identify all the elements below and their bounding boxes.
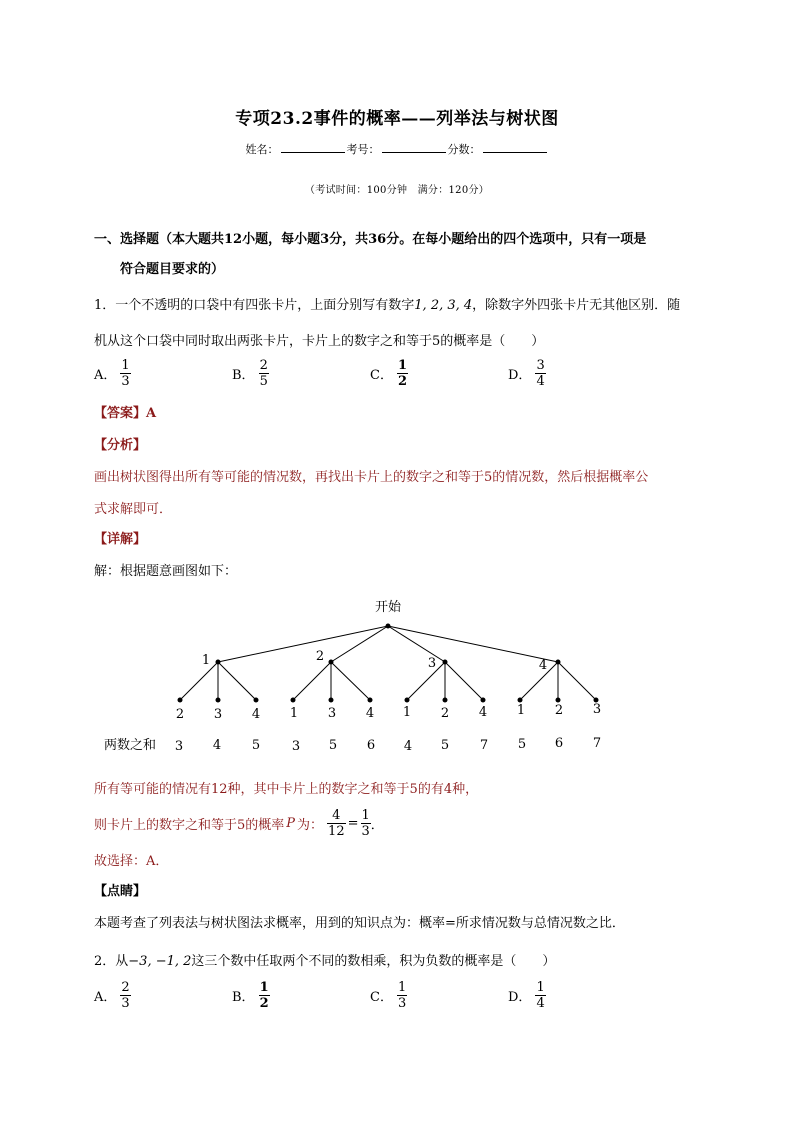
tree-leaf-label: 3	[327, 706, 337, 721]
fraction-denominator: 3	[121, 374, 130, 389]
option-fraction	[535, 980, 545, 1011]
option-fraction	[397, 980, 407, 1011]
option-fraction	[259, 358, 269, 389]
q1-number-list: 1, 2, 3, 4	[414, 298, 473, 313]
sum-value: 5	[251, 738, 261, 753]
probability-text: 则卡片上的数字之和等于5的概率	[94, 818, 285, 833]
sum-value: 6	[366, 738, 376, 753]
q2-option-c[interactable]	[370, 980, 407, 1011]
q2-stem-part-a: 2．从	[94, 954, 129, 969]
tree-level1-label: 3	[427, 656, 437, 671]
q1-option-b[interactable]	[232, 358, 269, 389]
comment-text: 本题考查了列表法与树状图法求概率，用到的知识点为：概率=所求情况数与总情况数之比．	[94, 916, 625, 931]
score-label: 分数：	[447, 143, 481, 156]
solution-intro: 解：根据题意画图如下：	[94, 564, 238, 579]
sum-value: 3	[174, 739, 184, 754]
tree-level1-label: 1	[201, 653, 211, 668]
fraction-numerator: 3	[536, 358, 545, 373]
fraction-numerator: 1	[397, 980, 407, 995]
fraction-denominator: 5	[259, 374, 268, 389]
q2-number-list: −3, −1, 2	[128, 954, 192, 969]
tree-leaf-label: 1	[516, 703, 526, 718]
analysis-line2: 式求解即可．	[94, 502, 173, 517]
tree-leaf-label: 4	[478, 705, 488, 720]
equals-sign: =	[347, 816, 359, 831]
q1-stem-part-b: ，除数字外四张卡片无其他区别．随	[472, 298, 681, 313]
fraction-numerator: 1	[536, 980, 545, 995]
option-letter: B．	[232, 368, 255, 383]
q1-stem-line1	[94, 294, 680, 313]
q1-stem-line2: 机从这个口袋中同时取出两张卡片，卡片上的数字之和等于5的概率是（ ）	[94, 334, 545, 349]
sum-value: 7	[479, 738, 489, 753]
fraction-numerator: 2	[121, 980, 130, 995]
analysis-line1: 画出树状图得出所有等可能的情况数，再找出卡片上的数字之和等于5的情况数，然后根据概率公	[94, 470, 649, 485]
result-line: 所有等可能的情况有12种，其中卡片上的数字之和等于5的有4种，	[94, 782, 479, 797]
probability-variable: P	[286, 816, 296, 831]
option-fraction	[535, 358, 545, 389]
section-heading-line1: 一、选择题（本大题共12小题，每小题3分，共36分。在每小题给出的四个选项中，只有一项是	[94, 232, 647, 247]
q1-stem-part-a: 1．一个不透明的口袋中有四张卡片，上面分别写有数字	[94, 298, 415, 313]
sum-row-label: 两数之和	[103, 738, 157, 753]
tree-level1-label: 4	[538, 658, 548, 673]
q2-stem	[94, 950, 555, 969]
tree-leaf-label: 2	[175, 707, 185, 722]
option-letter: D．	[508, 368, 532, 383]
student-info-line	[0, 141, 794, 157]
fraction-denominator: 3	[121, 996, 130, 1011]
fraction-numerator: 2	[259, 358, 268, 373]
probability-fraction-2	[361, 808, 371, 839]
tree-leaf-label: 1	[289, 706, 299, 721]
fraction-denominator: 2	[259, 996, 269, 1011]
tree-leaf-label: 3	[213, 707, 223, 722]
sum-value: 6	[554, 736, 564, 751]
probability-suffix: 为：	[297, 818, 324, 833]
option-fraction	[120, 358, 130, 389]
exam-no-label: 考号：	[346, 143, 380, 156]
option-letter: B．	[232, 990, 255, 1005]
tree-leaf-label: 4	[365, 706, 375, 721]
q1-option-a[interactable]	[94, 358, 131, 389]
option-letter: D．	[508, 990, 532, 1005]
choose-line: 故选择：A．	[94, 854, 169, 869]
answer-tag: 【答案】A	[94, 406, 157, 421]
fraction-denominator: 3	[361, 824, 370, 839]
probability-fraction-1	[327, 808, 346, 839]
fraction-denominator: 4	[536, 374, 545, 389]
name-blank	[281, 143, 345, 153]
option-letter: C．	[370, 368, 393, 383]
fraction-numerator: 1	[259, 980, 269, 995]
detail-tag: 【详解】	[94, 532, 147, 547]
tree-leaf-label: 4	[251, 707, 261, 722]
score-blank	[483, 143, 547, 153]
tree-leaf-label: 1	[402, 705, 412, 720]
fraction-denominator: 4	[536, 996, 545, 1011]
tree-diagram	[90, 592, 630, 762]
sum-value: 5	[440, 738, 450, 753]
tree-leaf-label: 2	[554, 703, 564, 718]
sum-value: 4	[403, 739, 413, 754]
sum-value: 5	[517, 737, 527, 752]
tree-root-label: 开始	[374, 600, 402, 615]
sum-value: 5	[328, 738, 338, 753]
sum-value: 3	[291, 739, 301, 754]
q1-option-c[interactable]	[370, 358, 408, 389]
option-fraction	[397, 358, 408, 389]
tree-leaf-label: 2	[440, 706, 450, 721]
option-letter: A．	[94, 990, 117, 1005]
probability-line	[94, 808, 384, 839]
fraction-denominator: 2	[397, 374, 407, 389]
tree-leaf-label: 3	[592, 702, 602, 717]
sum-value: 7	[592, 736, 602, 751]
option-letter: C．	[370, 990, 393, 1005]
q2-option-a[interactable]	[94, 980, 131, 1011]
fraction-denominator: 3	[397, 996, 407, 1011]
fraction-numerator: 1	[121, 358, 130, 373]
fraction-numerator: 1	[397, 358, 407, 373]
tree-level1-label: 2	[315, 649, 325, 664]
fraction-denominator: 12	[328, 824, 345, 839]
q2-option-d[interactable]	[508, 980, 546, 1011]
option-fraction	[259, 980, 270, 1011]
comment-tag: 【点睛】	[94, 884, 147, 899]
q2-stem-part-b: 这三个数中任取两个不同的数相乘，积为负数的概率是（ ）	[191, 954, 556, 969]
option-fraction	[120, 980, 130, 1011]
exam-no-blank	[382, 143, 446, 153]
option-letter: A．	[94, 368, 117, 383]
section-heading-line2: 符合题目要求的）	[120, 262, 225, 277]
sum-value: 4	[212, 738, 222, 753]
q1-option-d[interactable]	[508, 358, 546, 389]
probability-end: ．	[370, 818, 384, 833]
page-title: 专项23.2事件的概率——列举法与树状图	[235, 109, 559, 129]
analysis-tag: 【分析】	[94, 438, 147, 453]
fraction-numerator: 1	[361, 808, 370, 823]
q2-option-b[interactable]	[232, 980, 270, 1011]
name-label: 姓名：	[245, 143, 279, 156]
fraction-numerator: 4	[332, 808, 341, 823]
exam-time-info: （考试时间：100分钟 满分：120分）	[304, 185, 490, 196]
